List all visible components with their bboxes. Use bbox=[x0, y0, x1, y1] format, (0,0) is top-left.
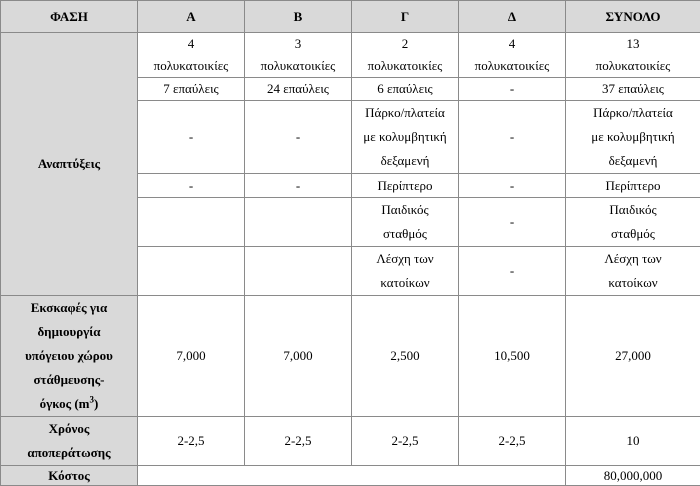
dev-kiosk-total: Περίπτερο bbox=[566, 174, 700, 198]
completion-c: 2-2,5 bbox=[352, 417, 459, 466]
completion-row bbox=[1, 417, 700, 466]
completion-d: 2-2,5 bbox=[459, 417, 566, 466]
dev-kiosk-b: - bbox=[245, 174, 352, 198]
dev-park-c: Πάρκο/πλατεία με κολυμβητική δεξαμενή bbox=[352, 101, 459, 174]
dev-nursery-b bbox=[245, 198, 352, 247]
dev-buildings-d: 4 πολυκατοικίες bbox=[459, 33, 566, 78]
dev-club-total: Λέσχη των κατοίκων bbox=[566, 247, 700, 296]
developments-label: Αναπτύξεις bbox=[1, 33, 138, 296]
header-phase-a: Α bbox=[138, 1, 245, 33]
dev-park-d: - bbox=[459, 101, 566, 174]
dev-club-c: Λέσχη των κατοίκων bbox=[352, 247, 459, 296]
excavation-b: 7,000 bbox=[245, 296, 352, 417]
completion-a: 2-2,5 bbox=[138, 417, 245, 466]
header-phase-c: Γ bbox=[352, 1, 459, 33]
dev-buildings-a: 4 πολυκατοικίες bbox=[138, 33, 245, 78]
cost-total: 80,000,000 bbox=[566, 466, 700, 486]
header-phase: ΦΑΣΗ bbox=[1, 1, 138, 33]
excavation-total: 27,000 bbox=[566, 296, 700, 417]
excavation-a: 7,000 bbox=[138, 296, 245, 417]
dev-nursery-d: - bbox=[459, 198, 566, 247]
header-phase-d: Δ bbox=[459, 1, 566, 33]
cost-label: Κόστος bbox=[1, 466, 138, 486]
dev-buildings-c: 2 πολυκατοικίες bbox=[352, 33, 459, 78]
dev-park-a: - bbox=[138, 101, 245, 174]
dev-club-b bbox=[245, 247, 352, 296]
header-phase-b: Β bbox=[245, 1, 352, 33]
dev-kiosk-d: - bbox=[459, 174, 566, 198]
cost-row bbox=[1, 466, 700, 486]
completion-b: 2-2,5 bbox=[245, 417, 352, 466]
dev-villas-b: 24 επαύλεις bbox=[245, 78, 352, 101]
dev-row-buildings bbox=[1, 33, 700, 78]
header-total: ΣΥΝΟΛΟ bbox=[566, 1, 700, 33]
dev-villas-d: - bbox=[459, 78, 566, 101]
dev-park-b: - bbox=[245, 101, 352, 174]
excavation-c: 2,500 bbox=[352, 296, 459, 417]
dev-buildings-total: 13 πολυκατοικίες bbox=[566, 33, 700, 78]
cost-phases-empty bbox=[138, 466, 566, 486]
dev-nursery-a bbox=[138, 198, 245, 247]
dev-nursery-total: Παιδικός σταθμός bbox=[566, 198, 700, 247]
dev-nursery-c: Παιδικός σταθμός bbox=[352, 198, 459, 247]
dev-club-d: - bbox=[459, 247, 566, 296]
excavation-d: 10,500 bbox=[459, 296, 566, 417]
dev-club-a bbox=[138, 247, 245, 296]
excavation-label: Εκσκαφές για δημιουργία υπόγειου χώρου στάθμευσης- όγκος $(m^3)$ bbox=[1, 296, 138, 417]
dev-villas-a: 7 επαύλεις bbox=[138, 78, 245, 101]
dev-kiosk-a: - bbox=[138, 174, 245, 198]
header-row bbox=[1, 1, 700, 33]
completion-total: 10 bbox=[566, 417, 700, 466]
dev-kiosk-c: Περίπτερο bbox=[352, 174, 459, 198]
excavation-row bbox=[1, 296, 700, 417]
completion-label: Χρόνος αποπεράτωσης bbox=[1, 417, 138, 466]
dev-park-total: Πάρκο/πλατεία με κολυμβητική δεξαμενή bbox=[566, 101, 700, 174]
dev-villas-c: 6 επαύλεις bbox=[352, 78, 459, 101]
dev-buildings-b: 3 πολυκατοικίες bbox=[245, 33, 352, 78]
dev-villas-total: 37 επαύλεις bbox=[566, 78, 700, 101]
